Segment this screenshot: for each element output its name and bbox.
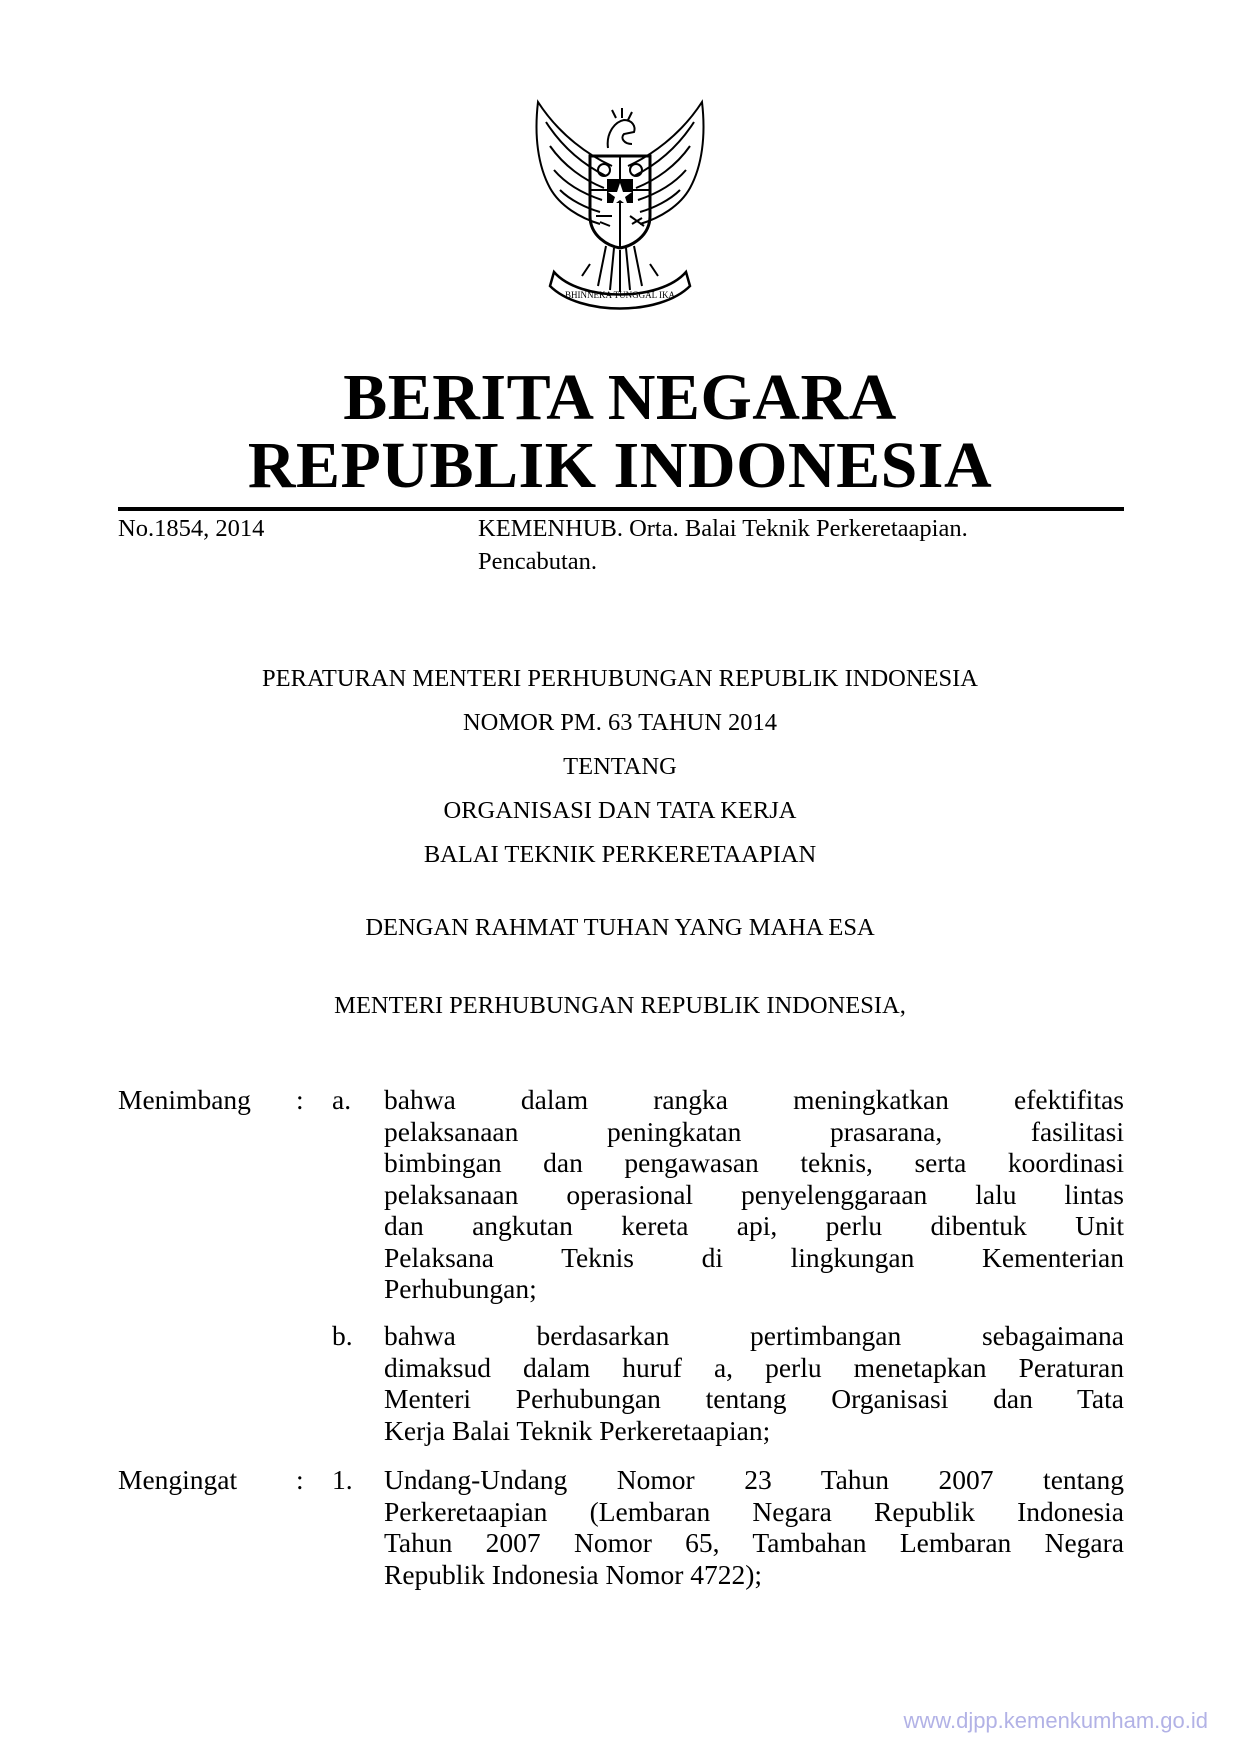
text-line: pelaksanaan operasional penyelenggaraan lalu lintas	[384, 1178, 1124, 1210]
mengingat-item-marker: 1.	[332, 1464, 353, 1495]
menimbang-item-marker: b.	[332, 1320, 353, 1351]
text-line: Menteri Perhubungan tentang Organisasi dan Tata	[384, 1383, 1124, 1414]
menimbang-item-text	[384, 1320, 1124, 1446]
text-line: Pelaksana Teknis di lingkungan Kementerian	[384, 1241, 1124, 1273]
regulation-about: TENTANG	[563, 753, 677, 780]
masthead-divider	[118, 507, 1124, 511]
garuda-pancasila-emblem-icon	[520, 96, 720, 316]
regulation-number: NOMOR PM. 63 TAHUN 2014	[462, 709, 778, 736]
text-line: Undang-Undang Nomor 23 Tahun 2007 tentang	[384, 1464, 1124, 1495]
mengingat-label: Mengingat	[118, 1464, 238, 1495]
text-line: bimbingan dan pengawasan teknis, serta koordinasi	[384, 1147, 1124, 1178]
text-line: pelaksanaan peningkatan prasarana, fasilitasi	[384, 1115, 1124, 1147]
menimbang-colon: :	[296, 1084, 304, 1115]
menimbang-item-marker: a.	[332, 1084, 352, 1115]
gazette-subject-line: KEMENHUB. Orta. Balai Teknik Perkeretaapian.	[478, 515, 968, 542]
gazette-subject	[478, 512, 1124, 578]
minister-heading: MENTERI PERHUBUNGAN REPUBLIK INDONESIA,	[334, 992, 906, 1019]
menimbang-item-text	[384, 1084, 1124, 1305]
text-line: Tahun 2007 Nomor 65, Tambahan Lembaran Negara	[384, 1527, 1124, 1558]
text-line: Perkeretaapian (Lembaran Negara Republik Indonesia	[384, 1495, 1124, 1527]
regulation-subject-line: ORGANISASI DAN TATA KERJA	[443, 797, 797, 824]
text-line: Republik Indonesia Nomor 4722);	[384, 1558, 763, 1590]
mengingat-colon: :	[296, 1464, 304, 1495]
text-line: Kerja Balai Teknik Perkeretaapian;	[384, 1414, 771, 1446]
mengingat-item-text	[384, 1464, 1124, 1590]
svg-text:BHINNEKA TUNGGAL IKA: BHINNEKA TUNGGAL IKA	[565, 290, 675, 300]
regulation-subject-line: BALAI TEKNIK PERKERETAAPIAN	[423, 841, 817, 868]
text-line: dan angkutan kereta api, perlu dibentuk Unit	[384, 1210, 1124, 1241]
masthead-title-line1: BERITA NEGARA	[343, 361, 897, 434]
gazette-subject-line: Pencabutan.	[478, 548, 598, 575]
footer-url-link[interactable]: www.djpp.kemenkumham.go.id	[903, 1708, 1208, 1733]
text-line: dimaksud dalam huruf a, perlu menetapkan Peraturan	[384, 1351, 1124, 1383]
gazette-number: No.1854, 2014	[118, 515, 265, 542]
regulation-title-line: PERATURAN MENTERI PERHUBUNGAN REPUBLIK INDONESIA	[262, 665, 978, 692]
masthead-title-line2: REPUBLIK INDONESIA	[247, 429, 993, 502]
menimbang-label: Menimbang	[118, 1084, 251, 1115]
text-line: bahwa berdasarkan pertimbangan sebagaimana	[384, 1320, 1124, 1351]
text-line: bahwa dalam rangka meningkatkan efektifitas	[384, 1084, 1124, 1115]
text-line: Perhubungan;	[384, 1273, 537, 1304]
invocation: DENGAN RAHMAT TUHAN YANG MAHA ESA	[365, 914, 875, 941]
